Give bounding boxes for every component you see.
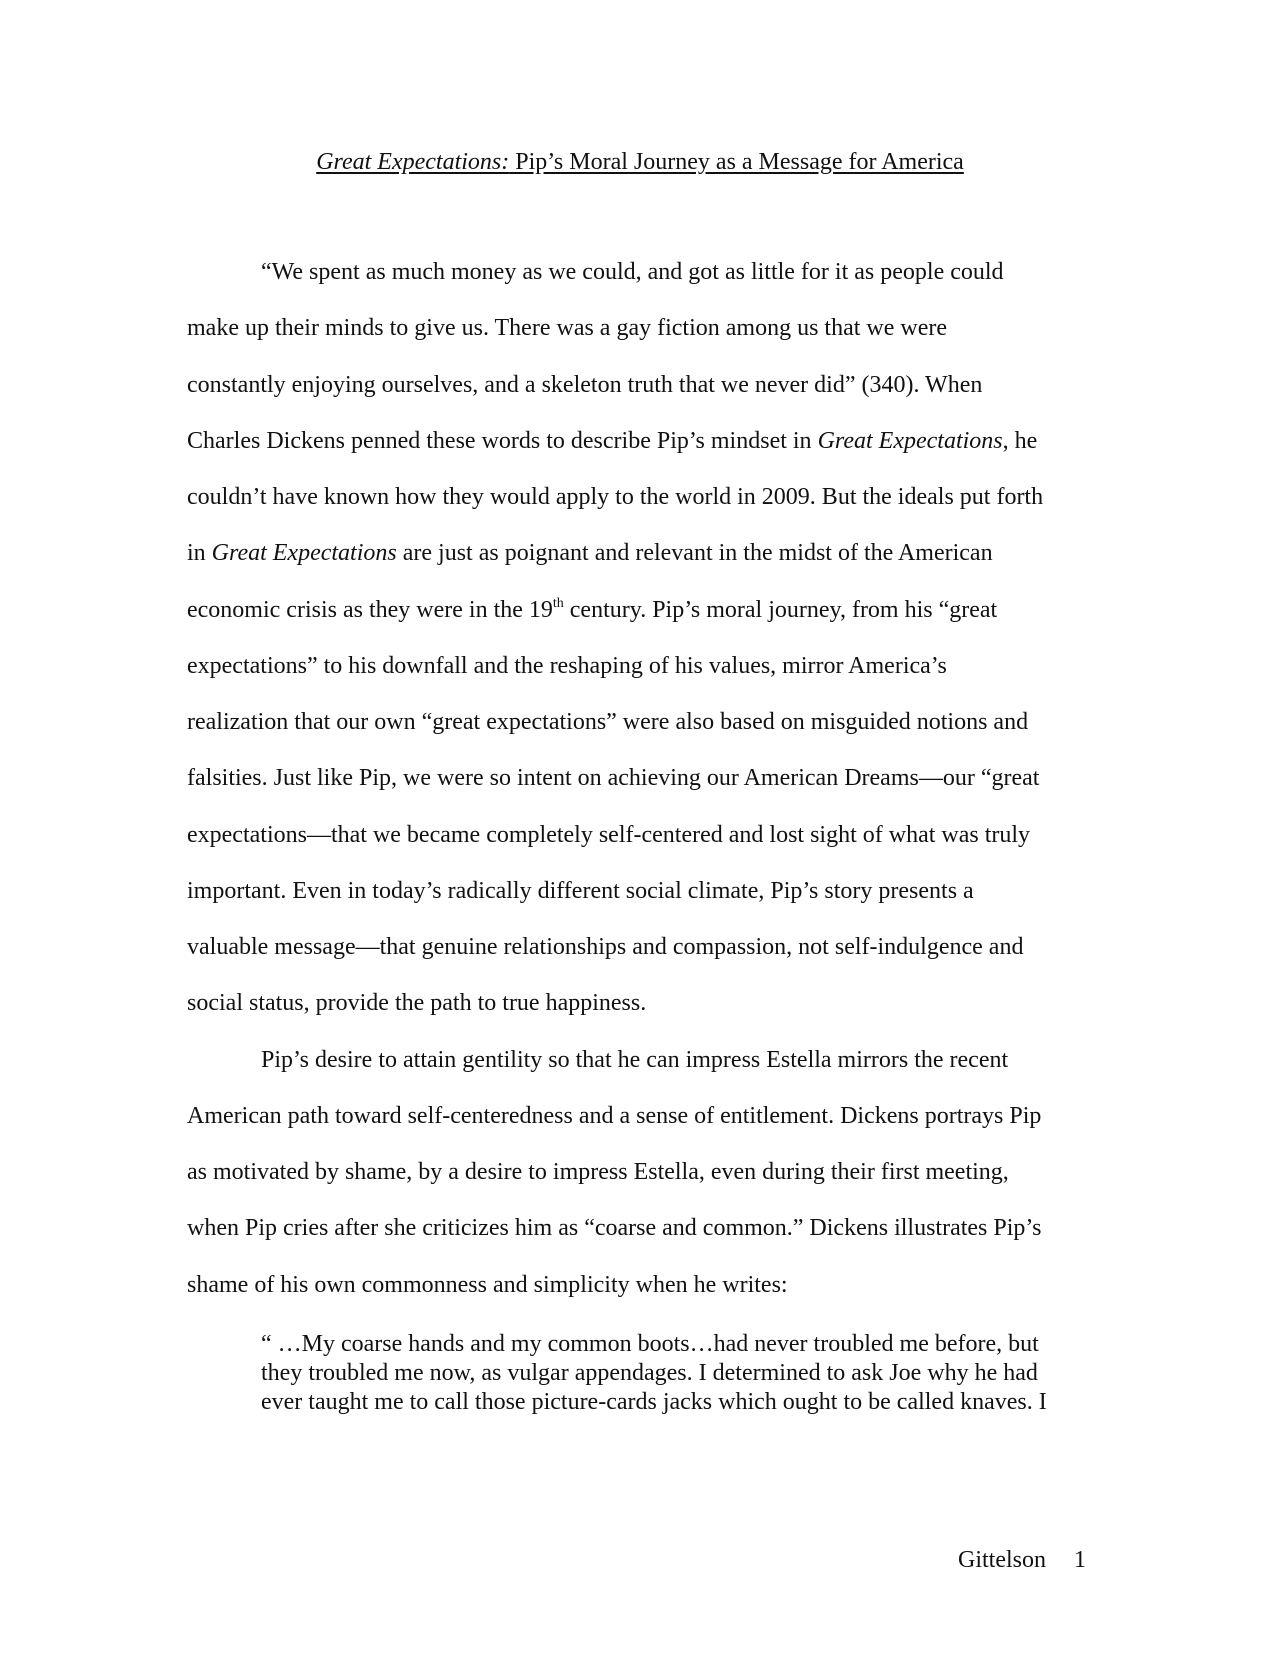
blockquote-line-3: ever taught me to call those picture-cards jacks which ought to be called knaves. I	[261, 1389, 1047, 1415]
paragraph-1-line-4	[187, 426, 1037, 456]
paragraph-2-line-4: when Pip cries after she criticizes him as “coarse and common.” Dickens illustrates Pip’s	[187, 1215, 1042, 1241]
text-run: in	[187, 540, 212, 566]
text-run: economic crisis as they were in the 19	[187, 597, 553, 623]
title-book-name: Great Expectations:	[316, 149, 510, 175]
paragraph-1-line-13: valuable message—that genuine relationships and compassion, not self-indulgence and	[187, 934, 1024, 960]
paragraph-1-line-1: “We spent as much money as we could, and got as little for it as people could	[261, 259, 1004, 285]
paragraph-1-line-12: important. Even in today’s radically different social climate, Pip’s story presents a	[187, 878, 974, 904]
paragraph-1-line-8: expectations” to his downfall and the reshaping of his values, mirror America’s	[187, 653, 947, 679]
paragraph-1-line-2: make up their minds to give us. There was a gay fiction among us that we were	[187, 315, 948, 341]
paragraph-2-line-2: American path toward self-centeredness and a sense of entitlement. Dickens portrays Pip	[187, 1103, 1042, 1129]
ordinal-superscript: th	[552, 596, 564, 611]
paragraph-2-line-3: as motivated by shame, by a desire to impress Estella, even during their first meeting,	[187, 1159, 1009, 1185]
blockquote-line-1: “ …My coarse hands and my common boots…had never troubled me before, but	[261, 1331, 1039, 1357]
book-title-italic: Great Expectations	[211, 540, 397, 566]
blockquote-line-2: they troubled me now, as vulgar appendages. I determined to ask Joe why he had	[261, 1360, 1038, 1386]
page-number: 1	[1074, 1547, 1086, 1573]
text-run: century. Pip’s moral journey, from his “great	[563, 597, 998, 623]
paragraph-2-line-5: shame of his own commonness and simplicity when he writes:	[187, 1272, 788, 1298]
title-subtitle: Pip’s Moral Journey as a Message for America	[509, 149, 964, 175]
page-footer	[958, 1545, 1086, 1575]
paragraph-1-line-5: couldn’t have known how they would apply to the world in 2009. But the ideals put forth	[187, 484, 1044, 510]
paragraph-1-line-7	[187, 595, 997, 625]
essay-title	[0, 147, 1280, 177]
text-run: are just as poignant and relevant in the midst of the American	[396, 540, 993, 566]
footer-author: Gittelson	[958, 1547, 1046, 1573]
paragraph-1-line-11: expectations—that we became completely self-centered and lost sight of what was truly	[187, 822, 1031, 848]
book-title-italic: Great Expectations	[817, 428, 1003, 454]
paragraph-2-line-1: Pip’s desire to attain gentility so that he can impress Estella mirrors the recent	[261, 1047, 1009, 1073]
text-run: Charles Dickens penned these words to describe Pip’s mindset in	[187, 428, 818, 454]
paragraph-1-line-3: constantly enjoying ourselves, and a skeleton truth that we never did” (340). When	[187, 372, 983, 398]
text-run: , he	[1002, 428, 1038, 454]
paragraph-1-line-9: realization that our own “great expectations” were also based on misguided notions and	[187, 709, 1029, 735]
paragraph-1-line-6	[187, 538, 993, 568]
paragraph-1-line-10: falsities. Just like Pip, we were so intent on achieving our American Dreams—our “great	[187, 765, 1040, 791]
paragraph-1-line-14: social status, provide the path to true happiness.	[187, 990, 647, 1016]
